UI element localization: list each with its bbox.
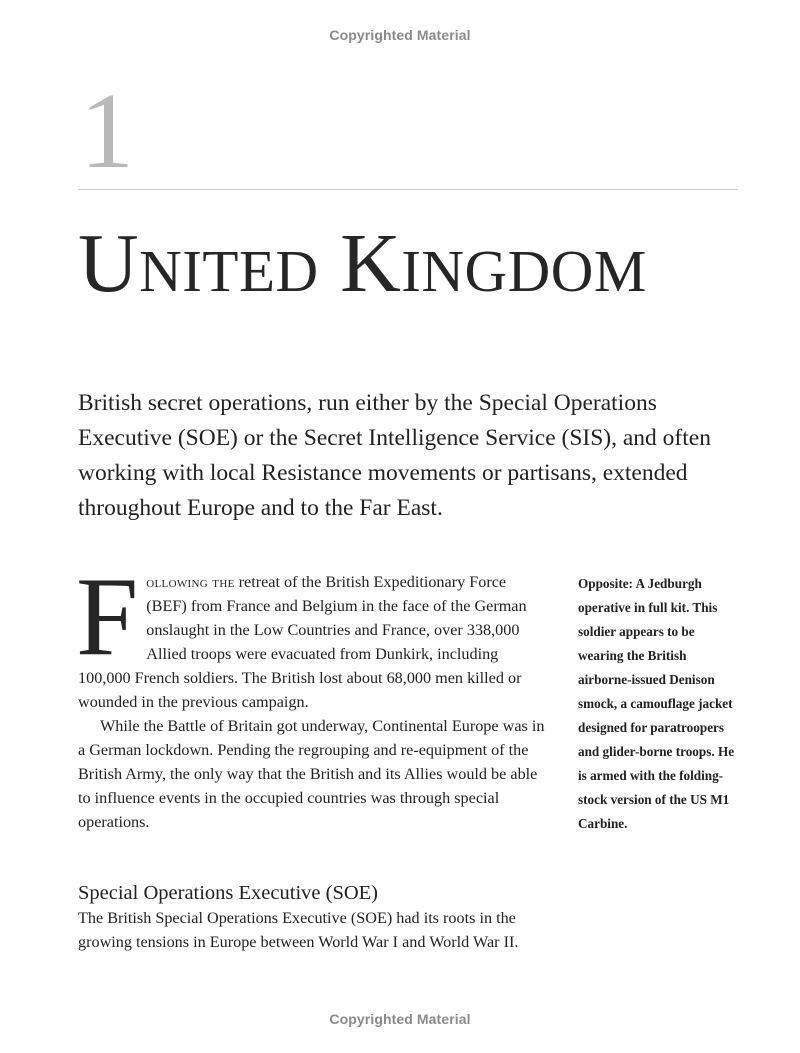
copyright-watermark-top: Copyrighted Material [329, 27, 471, 43]
chapter-number: 1 [80, 72, 134, 191]
drop-cap: F [76, 555, 139, 679]
lead-in-words: ollowing the [146, 573, 235, 591]
section-paragraph: The British Special Operations Executive (SOE) had its roots in the growing tensions in Europe between World War I and World War II. [78, 909, 519, 951]
copyright-watermark-bottom: Copyrighted Material [329, 1011, 471, 1027]
chapter-divider [78, 189, 738, 190]
section-heading: Special Operations Executive (SOE) [78, 882, 379, 904]
chapter-title: United Kingdom [78, 217, 647, 310]
paragraph-1-text: retreat of the British Expeditionary Force (BEF) from France and Belgium in the face of the German onslaught in the Low Countries and France, over 338,000 Allied troops were evacuated from Dunkirk, including 100,000 French soldiers. The British lost about 68,000 men killed or wounded in the previous campaign. [78, 573, 527, 711]
body-paragraph-1 [76, 555, 548, 714]
chapter-intro: British secret operations, run either by the Special Operations Executive (SOE) or the Secret Intelligence Service (SIS), and often working with local Resistance movements or partisans, extended throughout Europe and to the Far East. [78, 390, 711, 521]
photo-caption: Opposite: A Jedburgh operative in full kit. This soldier appears to be wearing the British airborne-issued Denison smock, a camouflage jacket designed for paratroopers and glider-borne troops. He is armed with the folding-stock version of the US M1 Carbine. [578, 576, 735, 831]
body-paragraph-2: While the Battle of Britain got underway, Continental Europe was in a German lockdown. Pending the regrouping and re-equipment of the British Army, the only way that the British and its Allies would be able to influence events in the occupied countries was through special operations. [78, 717, 545, 831]
body-text [76, 555, 548, 834]
